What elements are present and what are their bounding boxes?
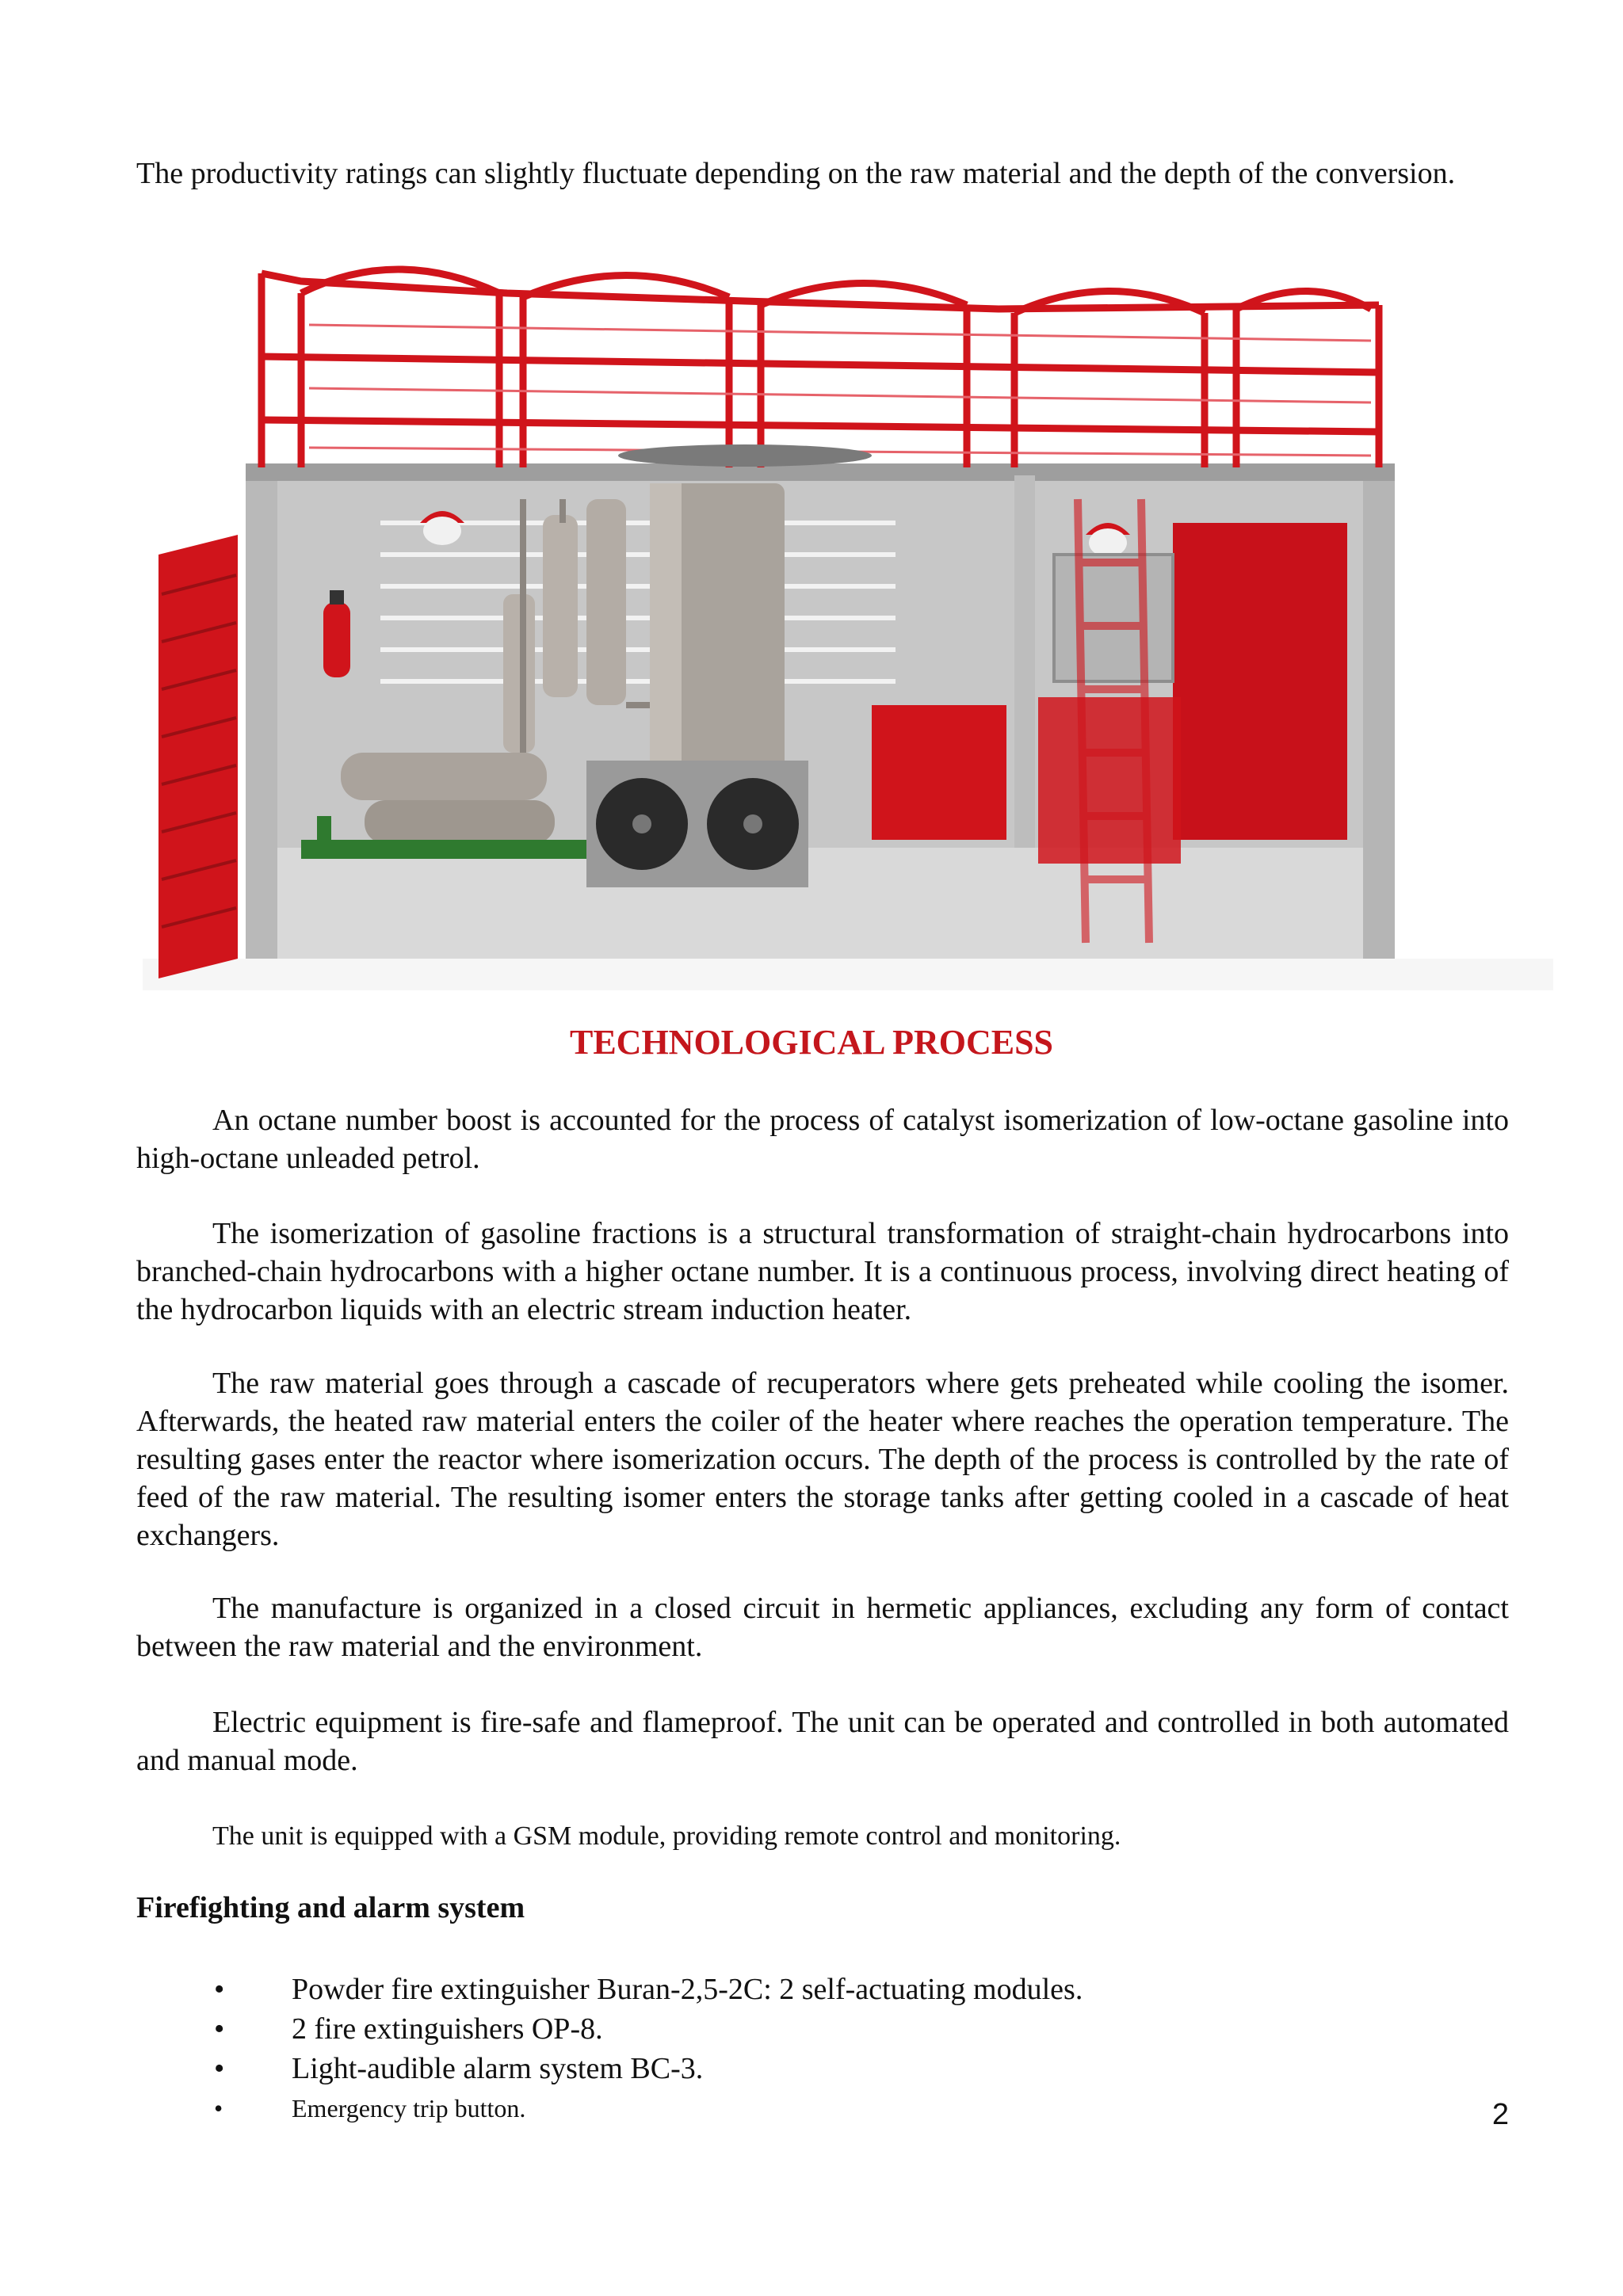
list-item — [214, 1970, 1083, 2009]
heat-exchanger-column — [586, 499, 626, 705]
intro-paragraph: The productivity ratings can slightly fluctuate depending on the raw material and the depth of the conversion. — [136, 157, 1456, 190]
bullet-icon: • — [214, 2012, 225, 2046]
list-item — [214, 2009, 1083, 2049]
roof-railing — [262, 269, 1379, 467]
list-item — [214, 2088, 1083, 2128]
list-item-text: 2 fire extinguishers OP-8. — [292, 2012, 603, 2046]
list-item — [214, 2049, 1083, 2088]
container-left-frame — [246, 475, 277, 959]
subsection-heading: Firefighting and alarm system — [136, 1891, 525, 1924]
body-paragraph: The manufacture is organized in a closed circuit in hermetic appliances, excluding any form of contact between the raw material and the environment. — [136, 1592, 1509, 1663]
body-paragraph: The isomerization of gasoline fractions is a structural transformation of straight-chain hydrocarbons into branched-chain hydrocarbons with a higher octane number. It is a continuous process, involving direct heating of the hydrocarbon liquids with an electric stream induction heater. — [136, 1217, 1509, 1326]
list-item-text: Powder fire extinguisher Buran-2,5-2C: 2 self-actuating modules. — [292, 1973, 1083, 2006]
heat-exchanger-column — [543, 515, 578, 697]
horizontal-heat-exchanger — [365, 800, 555, 844]
list-item-text: Light-audible alarm system BC-3. — [292, 2052, 704, 2085]
container-floor — [269, 848, 1379, 959]
list-item-text: Emergency trip button. — [292, 2094, 526, 2122]
electric-heater — [872, 705, 1006, 840]
partition-wall — [1014, 475, 1035, 848]
page-number: 2 — [1491, 2098, 1509, 2131]
body-paragraph: An octane number boost is accounted for the process of catalyst isomerization of low-octane gasoline into high-octane unleaded petrol. — [136, 1104, 1509, 1175]
bullet-icon: • — [214, 2052, 225, 2085]
alarm-system-list — [214, 1970, 1083, 2128]
isomerization-unit-illustration — [143, 261, 1553, 990]
horizontal-heat-exchanger — [341, 753, 547, 800]
right-door — [1173, 523, 1347, 840]
body-paragraph: Electric equipment is fire-safe and flameproof. The unit can be operated and controlled in both automated and manual mode. — [136, 1706, 1509, 1777]
control-panel — [1054, 555, 1173, 681]
body-paragraph: The raw material goes through a cascade of recuperators where gets preheated while cooling the isomer. Afterwards, the heated raw material enters the coiler of the heater where reaches the operation temperature. The resulting gases enter the reactor where isomerization occurs. The depth of the process is controlled by the rate of feed of the raw material. The resulting isomer enters the storage tanks after getting cooled in a cascade of heat exchangers. — [136, 1367, 1509, 1552]
bullet-icon: • — [214, 2094, 223, 2122]
roof-hatch — [618, 444, 872, 467]
body-paragraph: The unit is equipped with a GSM module, providing remote control and monitoring. — [212, 1821, 1121, 1851]
heat-exchanger-column — [503, 594, 535, 753]
container-top-frame — [246, 463, 1395, 481]
bullet-icon: • — [214, 1973, 225, 2006]
equipment-skid — [301, 840, 634, 859]
container-right-frame — [1363, 475, 1395, 959]
section-title: TECHNOLOGICAL PROCESS — [569, 1023, 1054, 1062]
